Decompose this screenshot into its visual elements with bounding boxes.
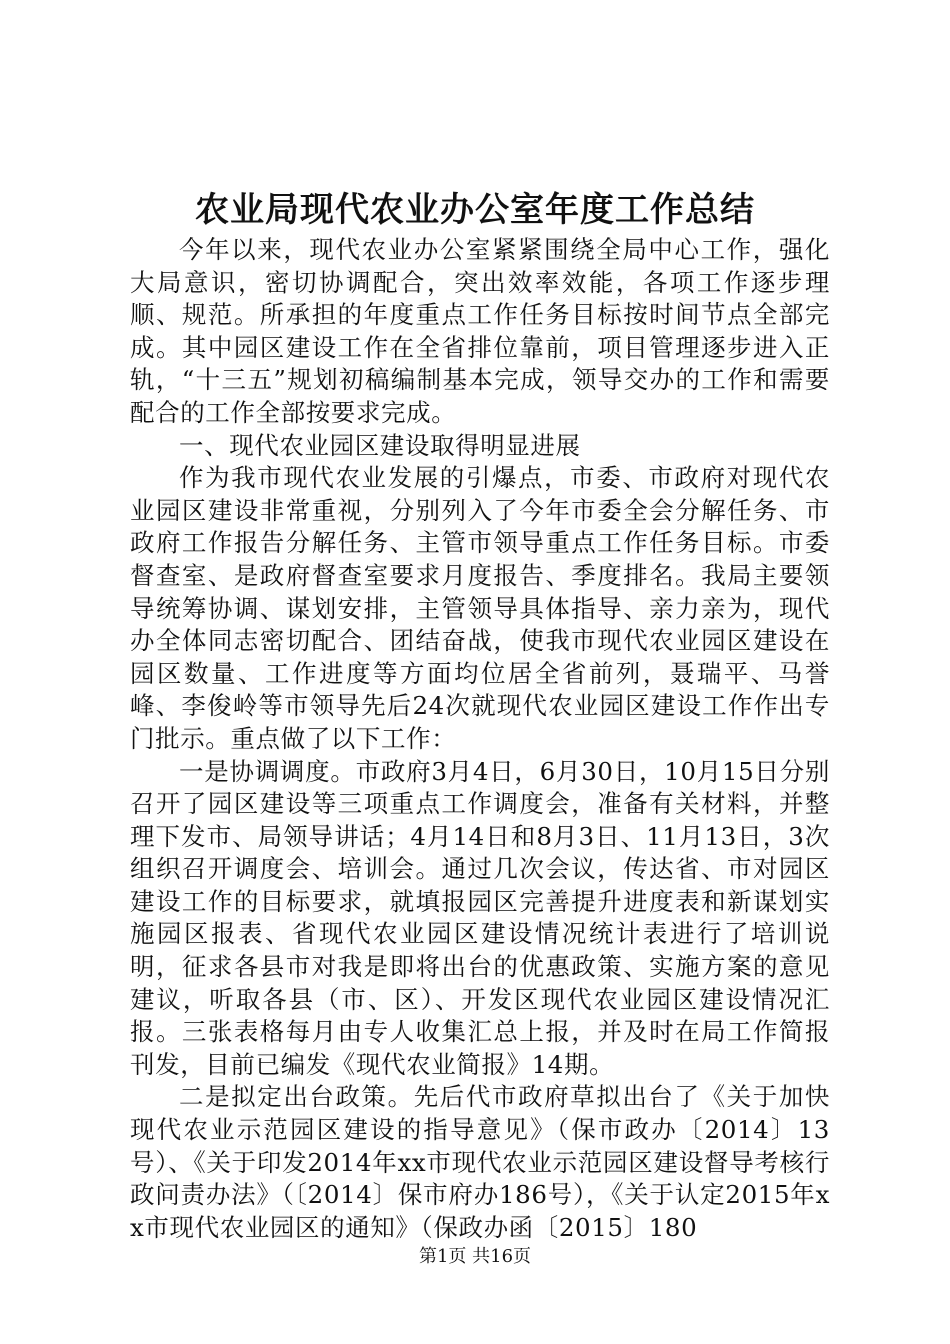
page-number-footer: 第1页 共16页 [418,1246,532,1267]
paragraph-section-1: 作为我市现代农业发展的引爆点，市委、市政府对现代农业园区建设非常重视，分别列入了今年市委全会分解任务、市政府工作报告分解任务、主管市领导重点工作任务目标。市委督查室、是政府督查室要求月度报告、季度排名。我局主要领导统筹协调、谋划安排，主管领导具体指导、亲力亲为，现代办全体同志密切配合、团结奋战，使我市现代农业园区建设在园区数量、工作进度等方面均位居全省前列，聂瑞平、马誉峰、李俊岭等市领导先后24次就现代农业园区建设工作作出专门批示。重点做了以下工作： [130,463,830,753]
paragraph-coordination: 一是协调调度。市政府3月4日，6月30日，10月15日分别召开了园区建设等三项重点工作调度会，准备有关材料，并整理下发市、局领导讲话；4月14日和8月3日、11月13日，3次组织召开调度会、培训会。通过几次会议，传达省、市对园区建设工作的目标要求，就填报园区完善提升进度表和新谋划实施园区报表、省现代农业园区建设情况统计表进行了培训说明，征求各县市对我是即将出台的优惠政策、实施方案的意见建议，听取各县（市、区）、开发区现代农业园区建设情况汇报。三张表格每月由专人收集汇总上报，并及时在局工作简报刊发，目前已编发《现代农业简报》14期。 [130,756,830,1079]
paragraph-intro: 今年以来，现代农业办公室紧紧围绕全局中心工作，强化大局意识，密切协调配合，突出效率效能，各项工作逐步理顺、规范。所承担的年度重点工作任务目标按时间节点全部完成。其中园区建设工作在全省排位靠前，项目管理逐步进入正轨，“十三五”规划初稿编制基本完成，领导交办的工作和需要配合的工作全部按要求完成。 [130,235,830,427]
section-heading-1: 一、现代农业园区建设取得明显进展 [179,430,581,460]
document-body [130,234,830,1244]
paragraph-policy: 二是拟定出台政策。先后代市政府草拟出台了《关于加快现代农业示范园区建设的指导意见》（保市政办〔2014〕13号）、《关于印发2014年xx市现代农业示范园区建设督导考核行政问责办法》（〔2014〕保市府办186号），《关于认定2015年xx市现代农业园区的通知》（保政办函〔2015〕180 [130,1082,830,1242]
document-title: 农业局现代农业办公室年度工作总结 [195,190,755,230]
